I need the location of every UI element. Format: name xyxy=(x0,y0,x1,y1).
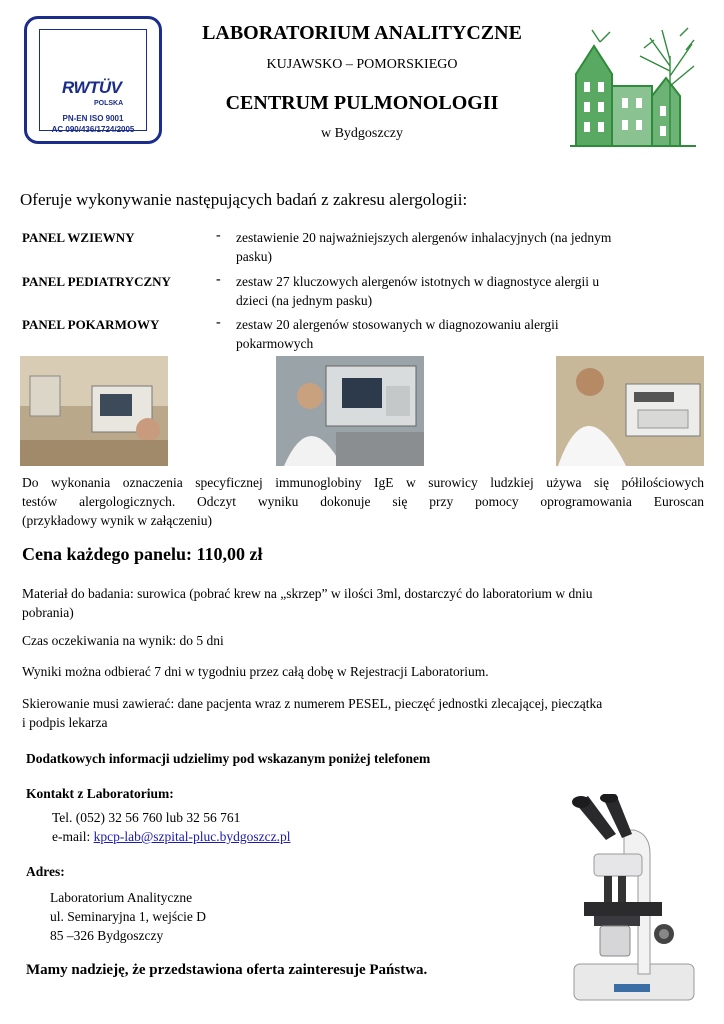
panel-description-line: zestawienie 20 najważniejszych alergenów inhalacyjnych (na jednym xyxy=(236,230,612,245)
email-link[interactable]: kpcp-lab@szpital-pluc.bydgoszcz.pl xyxy=(93,829,291,844)
address-heading: Adres: xyxy=(26,864,65,879)
panel-description-pediatric xyxy=(236,272,696,310)
certificate-standard: PN-EN ISO 9001 xyxy=(62,114,124,123)
address-block xyxy=(50,888,206,945)
material-paragraph xyxy=(22,584,704,622)
certificate-number: AC 090/436/1724/2005 xyxy=(51,125,135,134)
intro-text: Oferuje wykonywanie następujących badań z zakresu alergologii: xyxy=(20,190,468,209)
lab-photo-2 xyxy=(276,356,424,466)
referral-line: Skierowanie musi zawierać: dane pacjenta wraz z numerem PESEL, pieczęć jednostki zlecającej, pieczątka xyxy=(22,696,603,711)
center-title: CENTRUM PULMONOLOGII xyxy=(225,92,499,114)
panel-description-line: pasku) xyxy=(236,249,272,264)
results-info: Wyniki można odbierać 7 dni w tygodniu przez całą dobę w Rejestracji Laboratorium. xyxy=(22,664,489,679)
city-line: w Bydgoszczy xyxy=(320,126,404,141)
panel-description-inhalation xyxy=(236,228,696,266)
lab-title: LABORATORIUM ANALITYCZNE xyxy=(202,22,522,44)
more-info-text: Dodatkowych informacji udzielimy pod wskazanym poniżej telefonem xyxy=(26,751,431,766)
panel-description-line: zestaw 20 alergenów stosowanych w diagnozowaniu alergii xyxy=(236,317,559,332)
region-subtitle: KUJAWSKO – POMORSKIEGO xyxy=(266,57,458,72)
contact-phone: Tel. (052) 32 56 760 lub 32 56 761 xyxy=(52,810,241,825)
address-line: Laboratorium Analityczne xyxy=(50,890,193,905)
panel-description-line: pokarmowych xyxy=(236,336,314,351)
building-logo xyxy=(570,26,696,148)
lab-photo-3 xyxy=(556,356,704,466)
certificate-brand: RWTÜV xyxy=(62,78,122,97)
method-line: Do wykonania oznaczenia specyficznej immunoglobiny IgE w surowicy ludzkiej używa się półilościowych xyxy=(22,475,704,490)
email-label: e-mail: xyxy=(52,829,94,844)
panel-description-line: zestaw 27 kluczowych alergenów istotnych w diagnostyce alergii u xyxy=(236,274,600,289)
panel-dash: - xyxy=(216,272,221,287)
panel-description-line: dzieci (na jednym pasku) xyxy=(236,293,373,308)
panel-dash: - xyxy=(216,315,221,330)
method-line: (przykładowy wynik w załączeniu) xyxy=(22,513,213,528)
price-heading: Cena każdego panelu: 110,00 zł xyxy=(22,544,263,564)
microscope-image xyxy=(554,794,704,1006)
contact-heading: Kontakt z Laboratorium: xyxy=(26,786,174,801)
lab-photo-1 xyxy=(20,356,168,466)
panel-dash: - xyxy=(216,228,221,243)
certificate-logo xyxy=(24,16,162,144)
referral-paragraph xyxy=(22,694,704,732)
panel-name-inhalation: PANEL WZIEWNY xyxy=(22,230,135,245)
referral-line: i podpis lekarza xyxy=(22,715,108,730)
wait-time: Czas oczekiwania na wynik: do 5 dni xyxy=(22,633,224,648)
method-paragraph xyxy=(22,473,704,530)
address-line: ul. Seminaryjna 1, wejście D xyxy=(50,909,206,924)
certificate-frame xyxy=(39,29,147,134)
method-line: testów alergologicznych. Odczyt wyniku dokonuje się przy pomocy oprogramowania Euroscan xyxy=(22,494,704,509)
panel-name-food: PANEL POKARMOWY xyxy=(22,317,160,332)
material-line: pobrania) xyxy=(22,605,74,620)
contact-email-line xyxy=(52,829,290,845)
panel-name-pediatric: PANEL PEDIATRYCZNY xyxy=(22,274,171,289)
material-line: Materiał do badania: surowica (pobrać krew na „skrzep” w ilości 3ml, dostarczyć do laboratorium w dniu xyxy=(22,586,593,601)
certificate-country: POLSKA xyxy=(94,100,124,107)
address-line: 85 –326 Bydgoszczy xyxy=(50,928,164,943)
closing-text: Mamy nadzieję, że przedstawiona oferta zainteresuje Państwa. xyxy=(26,962,428,978)
panel-description-food xyxy=(236,315,696,353)
